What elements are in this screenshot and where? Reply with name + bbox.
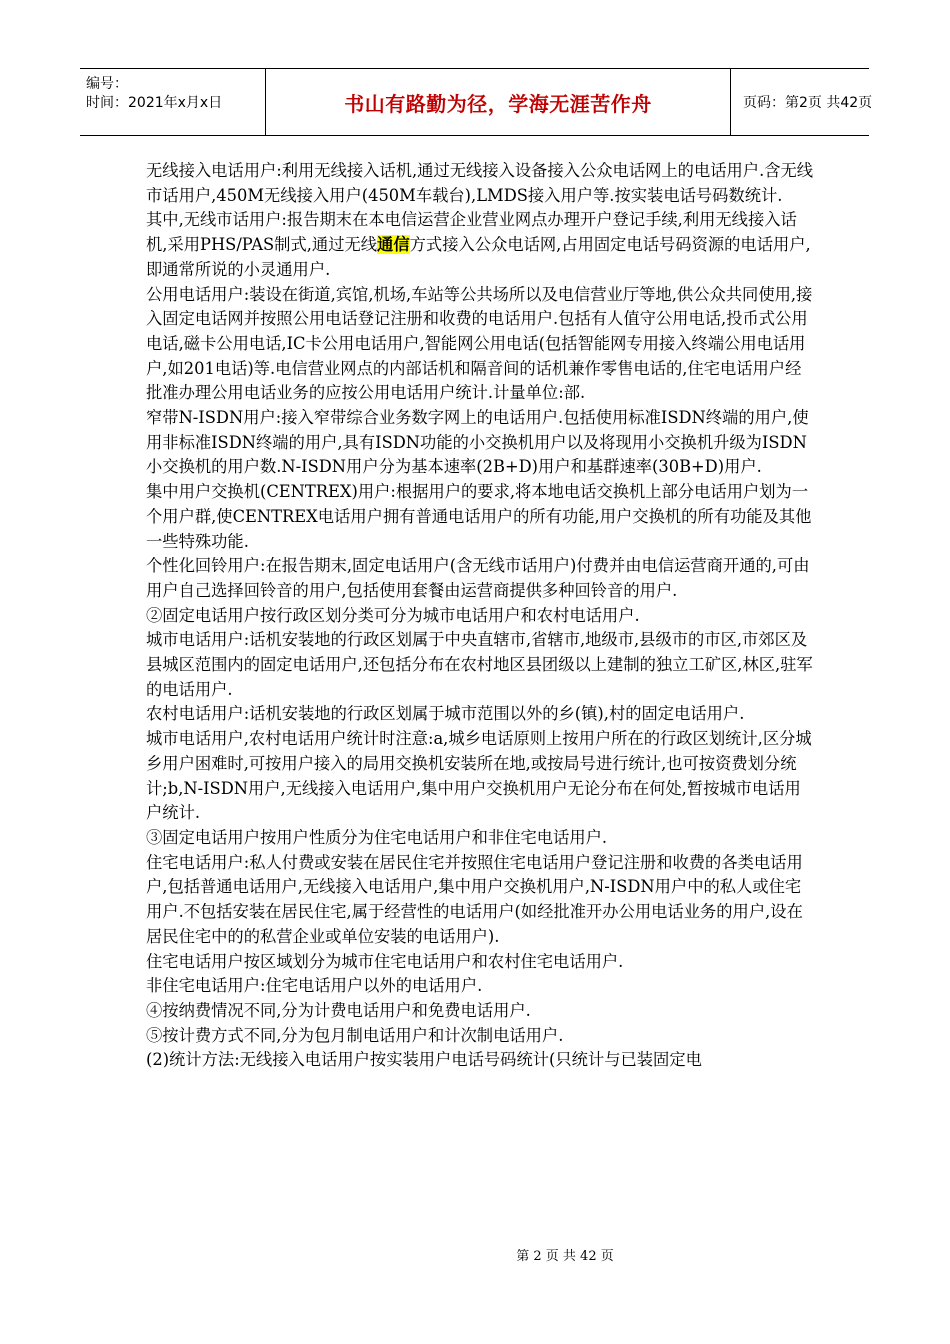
header-page-cell bbox=[731, 69, 873, 135]
paragraph: 窄带N-ISDN用户:接入窄带综合业务数字网上的电话用户.包括使用标准ISDN终端的用户,使用非标准ISDN终端的用户,具有ISDN功能的小交换机用户以及将现用小交换机升级为ISDN小交换机的用户数.N-ISDN用户分为基本速率(2B+D)用户和基群速率(30B+D)用户. bbox=[146, 408, 809, 477]
highlighted-term: 通信 bbox=[377, 235, 410, 255]
paragraph: 非住宅电话用户:住宅电话用户以外的电话用户. bbox=[146, 976, 483, 996]
footer-page-number: 第 2 页 共 42 页 bbox=[516, 1249, 614, 1264]
paragraph: ③固定电话用户按用户性质分为住宅电话用户和非住宅电话用户. bbox=[146, 827, 608, 847]
paragraph bbox=[146, 208, 816, 282]
document-date: 时间：2021年x月x日 bbox=[86, 95, 223, 111]
paragraph: ⑤按计费方式不同,分为包月制电话用户和计次制电话用户. bbox=[146, 1025, 564, 1045]
paragraph-text: 方式接入公众电话网,占用固定电话号码资源的电话用户,即通常所说的小灵通用户. bbox=[146, 235, 811, 279]
motto: 书山有路勤为径，学海无涯苦作舟 bbox=[344, 91, 652, 116]
header-meta bbox=[80, 69, 265, 135]
paragraph: ④按纳费情况不同,分为计费电话用户和免费电话用户. bbox=[146, 1000, 531, 1020]
paragraph: 农村电话用户:话机安装地的行政区划属于城市范围以外的乡(镇),村的固定电话用户. bbox=[146, 704, 745, 724]
paragraph: 住宅电话用户按区域划分为城市住宅电话用户和农村住宅电话用户. bbox=[146, 951, 624, 971]
paragraph: 集中用户交换机(CENTREX)用户:根据用户的要求,将本地电话交换机上部分电话用户划为一个用户群,使CENTREX电话用户拥有普通电话用户的所有功能,用户交换机的所有功能及其他一些特殊功能. bbox=[146, 482, 812, 551]
document-number-label: 编号： bbox=[86, 76, 128, 92]
header-motto-cell bbox=[265, 69, 731, 135]
paragraph: 个性化回铃用户:在报告期末,固定电话用户(含无线市话用户)付费并由电信运营商开通的,可由用户自己选择回铃音的用户,包括使用套餐由运营商提供多种回铃音的用户. bbox=[146, 556, 810, 600]
page-header bbox=[80, 68, 873, 136]
page-footer bbox=[0, 1245, 950, 1264]
paragraph: (2)统计方法:无线接入电话用户按实装用户电话号码统计(只统计与已装固定电 bbox=[146, 1050, 702, 1070]
paragraph: ②固定电话用户按行政区划分类可分为城市电话用户和农村电话用户. bbox=[146, 605, 640, 625]
paragraph: 城市电话用户,农村电话用户统计时注意:a,城乡电话原则上按用户所在的行政区划统计,区分城乡用户困难时,可按用户接入的局用交换机安装所在地,或按局号进行统计,也可按资费划分统计;b,N-ISDN用户,无线接入电话用户,集中用户交换机用户无论分布在何处,暂按城市电话用户统计. bbox=[146, 729, 812, 823]
paragraph: 无线接入电话用户:利用无线接入话机,通过无线接入设备接入公众电话网上的电话用户.含无线市话用户,450M无线接入用户(450M车载台),LMDS接入用户等.按实装电话号码数统计. bbox=[146, 161, 814, 205]
document-body bbox=[146, 159, 816, 1073]
paragraph: 公用电话用户:装设在街道,宾馆,机场,车站等公共场所以及电信营业厅等地,供公众共同使用,接入固定电话网并按照公用电话登记注册和收费的电话用户.包括有人值守公用电话,投币式公用电话,磁卡公用电话,IC卡公用电话用户,智能网公用电话(包括智能网专用接入终端公用电话用户,如201电话)等.电信营业网点的内部话机和隔音间的话机兼作零售电话的,住宅电话用户经批准办理公用电话业务的应按公用电话用户统计.计量单位:部. bbox=[146, 284, 813, 403]
paragraph: 城市电话用户:话机安装地的行政区划属于中央直辖市,省辖市,地级市,县级市的市区,市郊区及县城区范围内的固定电话用户,还包括分布在农村地区县团级以上建制的独立工矿区,林区,驻军的电话用户. bbox=[146, 630, 813, 699]
page-indicator: 页码：第2页 共42页 bbox=[743, 95, 873, 111]
paragraph-text: 其中,无线市话用户:报告期末在本电信运营企业营业网点办理开户登记手续,利用无线接入话机,采用PHS/PAS制式,通过无线 bbox=[146, 210, 797, 255]
paragraph: 住宅电话用户:私人付费或安装在居民住宅并按照住宅电话用户登记注册和收费的各类电话用户,包括普通电话用户,无线接入电话用户,集中用户交换机用户,N-ISDN用户中的私人或住宅用户.不包括安装在居民住宅,属于经营性的电话用户(如经批准开办公用电话业务的用户,设在居民住宅中的的私营企业或单位安装的电话用户). bbox=[146, 852, 803, 946]
